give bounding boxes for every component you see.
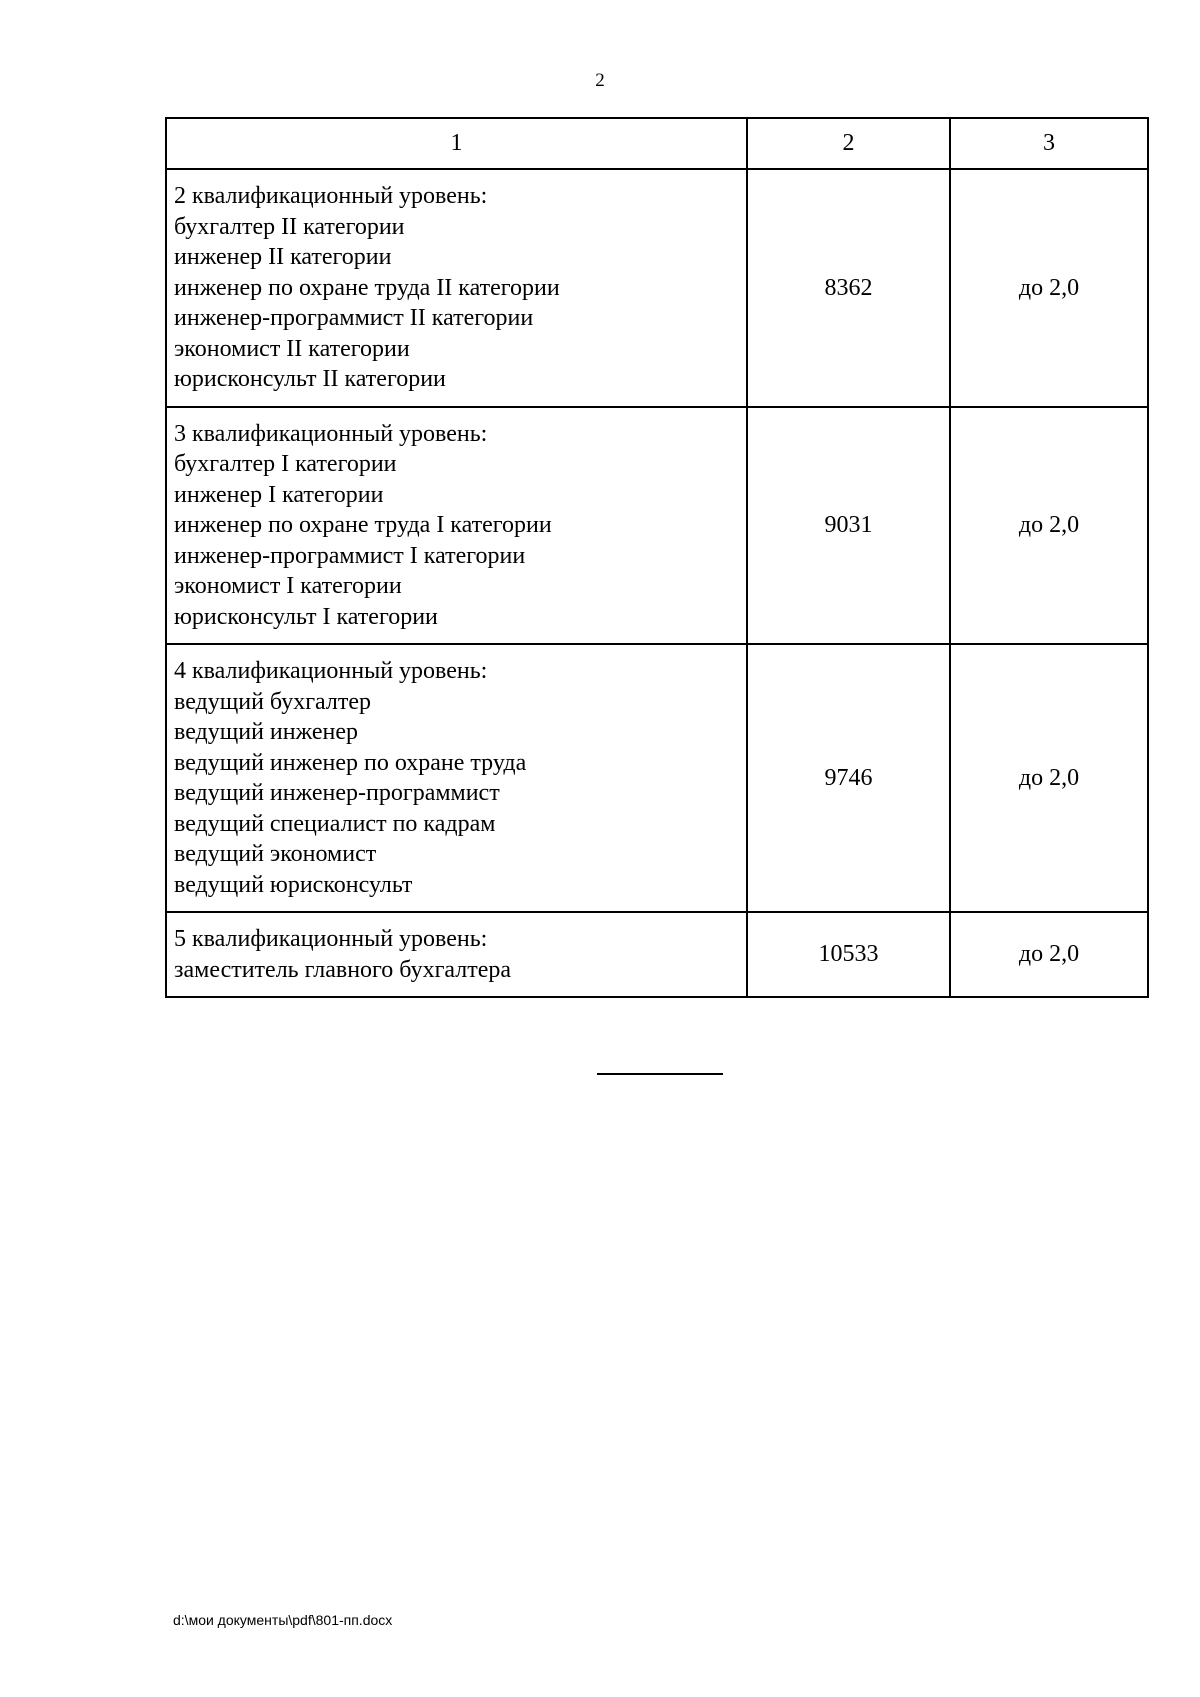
post-item: инженер по охране труда I категории [174, 512, 552, 538]
salary-table [165, 117, 1149, 998]
post-item: ведущий бухгалтер [174, 688, 372, 715]
end-divider [597, 1073, 723, 1075]
post-item: ведущий инженер по охране труда [174, 749, 527, 776]
post-item: ведущий юрисконсульт [174, 871, 413, 898]
post-item: инженер по охране труда II категории [174, 274, 560, 301]
amount-cell: 10533 [747, 912, 950, 997]
header-cell-2: 2 [747, 118, 950, 169]
amount-cell: 8362 [747, 169, 950, 407]
posts-cell [166, 407, 747, 645]
post-item: ведущий инженер-программист [174, 780, 500, 806]
level-title: 2 квалификационный уровень: [174, 183, 488, 209]
table-row [166, 912, 1148, 997]
posts-cell [166, 912, 747, 997]
coefficient-cell: до 2,0 [950, 912, 1148, 997]
table-row [166, 407, 1148, 645]
post-item: ведущий специалист по кадрам [174, 810, 496, 837]
post-item: юрисконсульт II категории [174, 366, 446, 392]
posts-cell [166, 169, 747, 407]
header-cell-1: 1 [166, 118, 747, 169]
post-item: бухгалтер I категории [174, 451, 397, 477]
coefficient-cell: до 2,0 [950, 407, 1148, 645]
level-title: 5 квалификационный уровень: [174, 926, 488, 952]
footer-file-path: d:\мои документы\pdf\801-пп.docx [173, 1612, 393, 1628]
coefficient-cell: до 2,0 [950, 644, 1148, 912]
level-title: 3 квалификационный уровень: [174, 420, 488, 447]
post-item: инженер-программист II категории [174, 305, 534, 331]
post-item: заместитель главного бухгалтера [174, 956, 512, 983]
post-item: ведущий экономист [174, 841, 377, 867]
post-item: экономист I категории [174, 573, 402, 599]
header-cell-3: 3 [950, 118, 1148, 169]
table-row [166, 169, 1148, 407]
posts-cell [166, 644, 747, 912]
amount-cell: 9031 [747, 407, 950, 645]
page-number: 2 [595, 70, 605, 91]
amount-cell: 9746 [747, 644, 950, 912]
post-item: ведущий инженер [174, 719, 359, 745]
level-title: 4 квалификационный уровень: [174, 658, 488, 684]
table-header-row [166, 118, 1148, 169]
post-item: экономист II категории [174, 335, 410, 362]
post-item: инженер-программист I категории [174, 542, 526, 569]
post-item: инженер II категории [174, 244, 392, 270]
post-item: юрисконсульт I категории [174, 603, 438, 630]
post-item: инженер I категории [174, 481, 384, 508]
post-item: бухгалтер II категории [174, 213, 405, 240]
table-row [166, 644, 1148, 912]
coefficient-cell: до 2,0 [950, 169, 1148, 407]
